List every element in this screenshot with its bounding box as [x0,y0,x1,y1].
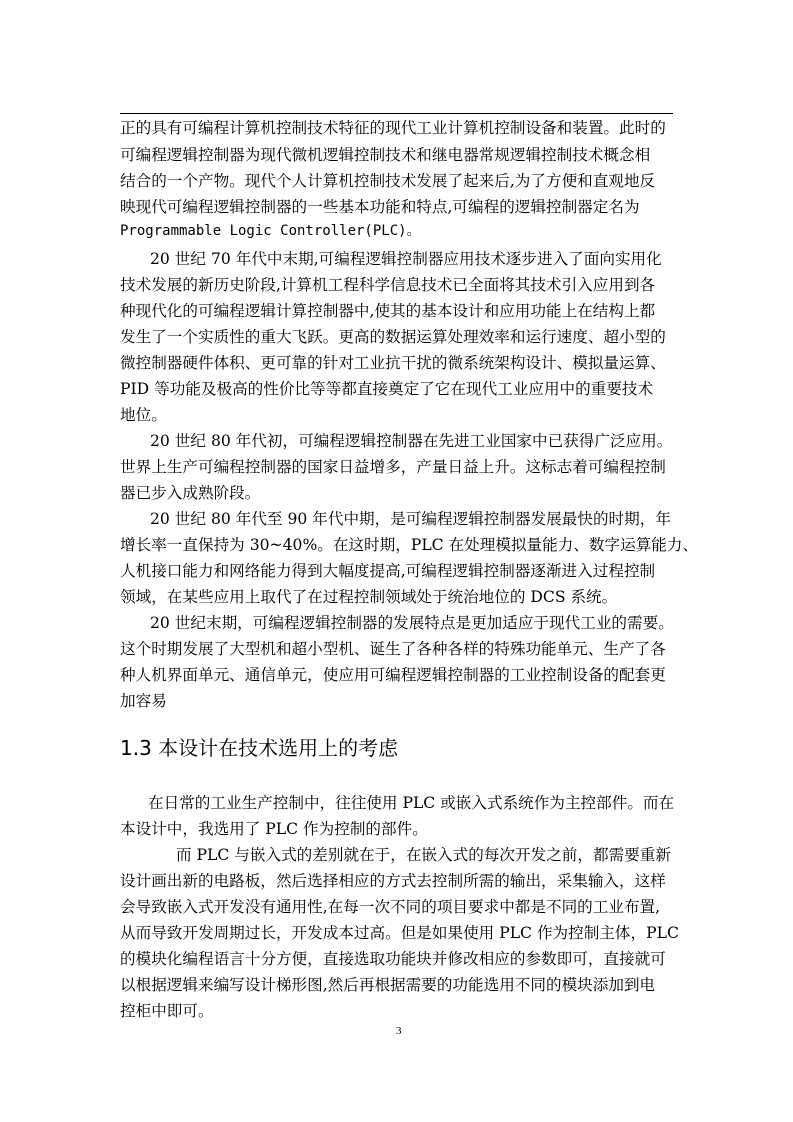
paragraph-line: 20 世纪末期，可编程逻辑控制器的发展特点是更加适应于现代工业的需要。 [150,614,674,632]
paragraph-line: 微控制器硬件体积、更可靠的针对工业抗干扰的微系统架构设计、模拟量运算、 [120,354,666,372]
paragraph-line: PID 等功能及极高的性价比等等都直接奠定了它在现代工业应用中的重要技术 [120,380,654,398]
paragraph-line: 可编程逻辑控制器为现代微机逻辑控制技术和继电器常规逻辑控制技术概念相 [120,146,651,164]
paragraph-line: 领域，在某些应用上取代了在过程控制领域处于统治地位的 DCS 系统。 [120,588,618,606]
section-line: 从而导致开发周期过长，开发成本过高。但是如果使用 PLC 作为控制主体，PLC [120,924,679,942]
paragraph-line: 人机接口能力和网络能力得到大幅度提高,可编程逻辑控制器逐渐进入过程控制 [120,562,656,580]
paragraph-line: 种人机界面单元、通信单元，使应用可编程逻辑控制器的工业控制设备的配套更 [120,666,666,684]
paragraph-line: 结合的一个产物。现代个人计算机控制技术发展了起来后,为了方便和直观地反 [120,172,656,190]
section-line: 而 PLC 与嵌入式的差别就在于，在嵌入式的每次开发之前，都需要重新 [176,846,671,864]
section-line: 的模块化编程语言十分方便，直接选取功能块并修改相应的参数即可，直接就可 [120,950,666,968]
paragraph-line: 技术发展的新历史阶段,计算机工程科学信息技术已全面将其技术引入应用到各 [120,276,656,294]
header-rule [120,113,673,114]
paragraph-line: 正的具有可编程计算机控制技术特征的现代工业计算机控制设备和装置。此时的 [120,119,666,137]
section-line: 在日常的工业生产控制中，往往使用 PLC 或嵌入式系统作为主控部件。而在 [148,794,675,812]
paragraph-line: 发生了一个实质性的重大飞跃。更高的数据运算处理效率和运行速度、超小型的 [120,328,666,346]
paragraph-line: 器已步入成熟阶段。 [120,484,261,502]
paragraph-line: 映现代可编程逻辑控制器的一些基本功能和特点,可编程的逻辑控制器定名为 [120,198,640,216]
paragraph-line: 这个时期发展了大型机和超小型机、诞生了各种各样的特殊功能单元、生产了各 [120,640,666,658]
page-number: 3 [396,1025,402,1037]
paragraph-line: 加容易 [120,692,167,710]
paragraph-line: 增长率一直保持为 30~40%。在这时期，PLC 在处理模拟量能力、数字运算能力、 [120,536,699,554]
paragraph-line: 世界上生产可编程控制器的国家日益增多，产量日益上升。这标志着可编程控制 [120,458,666,476]
section-line: 控柜中即可。 [120,1002,214,1020]
section-line: 以根据逻辑来编写设计梯形图,然后再根据需要的功能选用不同的模块添加到电 [120,976,656,994]
paragraph-line: 种现代化的可编程逻辑计算控制器中,使其的基本设计和应用功能上在结构上都 [120,302,656,320]
section-line: 设计画出新的电路板，然后选择相应的方式去控制所需的输出，采集输入，这样 [120,872,666,890]
paragraph-line: 20 世纪 80 年代至 90 年代中期，是可编程逻辑控制器发展最快的时期，年 [150,510,671,528]
paragraph-line: Programmable Logic Controller(PLC)。 [120,223,421,239]
section-heading: 1.3 本设计在技术选用上的考虑 [120,736,399,760]
section-line: 本设计中，我选用了 PLC 作为控制的部件。 [120,820,428,838]
paragraph-line: 20 世纪 80 年代初，可编程逻辑控制器在先进工业国家中已获得广泛应用。 [150,432,673,450]
section-line: 会导致嵌入式开发没有通用性,在每一次不同的项目要求中都是不同的工业布置, [120,898,661,916]
paragraph-line: 地位。 [120,406,167,424]
paragraph-line: 20 世纪 70 年代中末期,可编程逻辑控制器应用技术逐步进入了面向实用化 [150,250,662,268]
